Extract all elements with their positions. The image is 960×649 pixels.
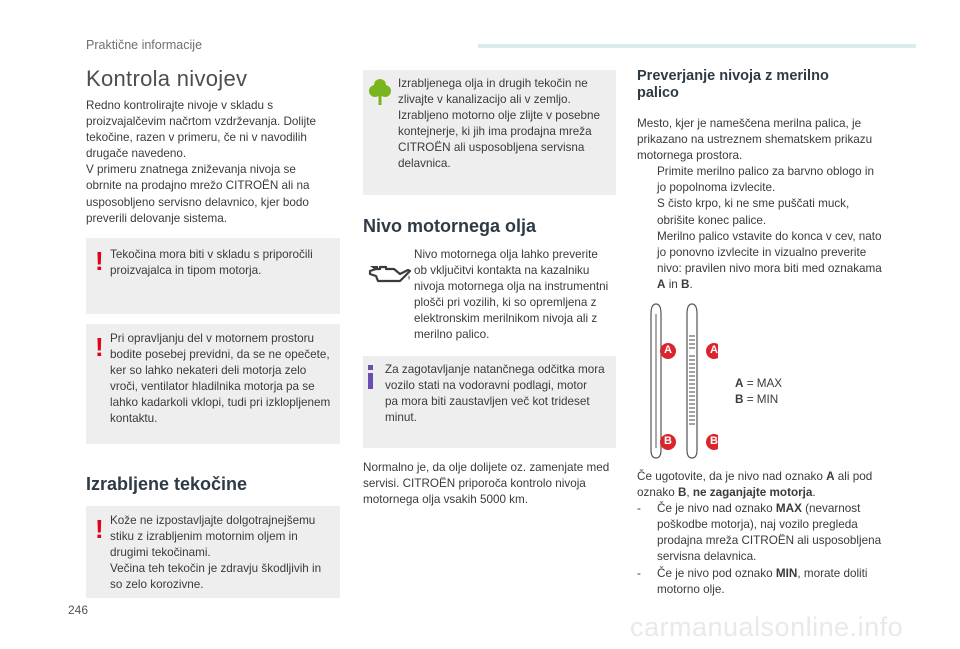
marker-a-right: A: [710, 344, 718, 356]
dipstick-legend: A = MAX B = MIN: [735, 377, 783, 407]
dipstick-instructions: Mesto, kjer je nameščena merilna palica, je prikazano na ustreznem shematskem prikazu motornega prostora. Primite merilno palico za barvno oblogo in jo popolnoma izvlecite. S čisto krpo, ki ne sme puščati muck, obrišite konec palice. Merilno palico vstavite do konca v cev, nato jo ponovno izvlecite in vizualno preverite nivo: pravilen nivo mora biti med oznakama A in B.: [637, 116, 912, 293]
list-item: Merilno palico vstavite do konca v cev, nato jo ponovno izvlecite in vizualno preverite nivo: pravilen nivo mora biti med oznakama A in B.: [657, 229, 882, 291]
level-check-paragraph: Če ugotovite, da je nivo nad oznako A ali pod oznako B, ne zaganjajte motorja. - Če je nivo nad oznako MAX (nevarnost poškodbe motorja), naj vozilo pregleda prodajna mreža CITROËN ali usposobljena servisna delavnica. - Če je nivo pod oznako MIN, morate doliti motorno olje.: [637, 469, 912, 598]
info-note-text: Za zagotavljanje natančnega odčitka mora vozilo stati na vodoravni podlagi, motor pa mora biti zaustavljen več kot trideset minut.: [385, 363, 605, 425]
oil-can-icon: [366, 260, 412, 286]
section-header: Praktične informacije: [86, 38, 203, 52]
warning-icon: !: [95, 332, 104, 362]
page-number: 246: [68, 603, 89, 617]
marker-b-right: B: [710, 435, 718, 447]
eco-note-text: Izrabljenega olja in drugih tekočin ne zlivajte v kanalizacijo ali v zemljo. Izrabljeno motorno olje zlijte v posebne kontejnerje, ki jih ima prodajna mreža CITROËN ali usposobljena servisna delavnica.: [398, 77, 601, 171]
list-item: - Če je nivo nad oznako MAX (nevarnost poškodbe motorja), naj vozilo pregleda prodajna mreža CITROËN ali usposobljena servisna delavnica.: [637, 502, 882, 564]
watermark: carmanualsonline.info: [630, 612, 904, 642]
warning-box-skin: [86, 506, 340, 598]
warning-text: Tekočina mora biti v skladu s priporočili proizvajalca in tipom motorja.: [110, 248, 313, 278]
oil-change-paragraph: Normalno je, da olje dolijete oz. zamenjate med servisi. CITROËN priporoča kontrolo nivoja motornega olja vsakih 5000 km.: [363, 461, 610, 507]
heading-engine-oil: Nivo motornega olja: [363, 216, 537, 236]
info-icon: [368, 365, 374, 389]
tree-icon: [369, 78, 391, 106]
intro-line: usposobljeno servisno delavnico, kjer bodo: [86, 195, 309, 209]
intro-line: Redno kontrolirajte nivoje v skladu s: [86, 99, 274, 112]
warning-icon: !: [95, 514, 104, 544]
intro-line: drugače navedeno.: [86, 147, 187, 161]
warning-text: Pri opravljanju del v motornem prostoru bodite posebej previdni, da se ne opečete, ker so lahko nekateri deli motorja zelo vroči, ventilator hladilnika motorja pa se lahko kadarkoli vklopi, tudi pri izklopljenem kontaktu.: [110, 332, 331, 426]
list-item: - Če je nivo pod oznako MIN, morate doliti motorno olje.: [637, 566, 868, 596]
warning-icon: !: [95, 246, 104, 276]
intro-line: tekočine, razen v primeru, če ni v navodilih: [86, 131, 307, 145]
eco-note-box: [363, 70, 616, 195]
oil-level-text: Nivo motornega olja lahko preverite ob vključitvi kontakta na kazalniku nivoja motornega olja na instrumentni plošči pri vozilih, ki so opremljena z elektronskim merilnikom nivoja ali z merilno palico.: [414, 248, 609, 342]
warning-box-engine: [86, 324, 340, 444]
page-title: Kontrola nivojev: [86, 66, 248, 91]
marker-b-left: B: [664, 435, 672, 447]
info-note-box: [363, 356, 616, 448]
intro-line: proizvajalčevim načrtom vzdrževanja. Dolijte: [86, 115, 316, 129]
intro-line: preverili delovanje sistema.: [86, 211, 227, 225]
list-item: S čisto krpo, ki ne sme puščati muck, obrišite konec palice.: [657, 197, 850, 227]
heading-used-fluids: Izrabljene tekočine: [86, 474, 248, 494]
warning-box-fluids: [86, 238, 340, 314]
intro-paragraph: [86, 98, 348, 227]
intro-line: V primeru znatnega zniževanja nivoja se: [86, 163, 296, 177]
intro-line: obrnite na prodajno mrežo CITROËN ali na: [86, 179, 310, 193]
heading-dipstick: Preverjanje nivoja z merilno palico: [637, 68, 829, 101]
header-rule: [478, 44, 916, 48]
marker-a-left: A: [664, 344, 672, 356]
list-item: Primite merilno palico za barvno oblogo in jo popolnoma izvlecite.: [657, 165, 874, 195]
warning-text: Kože ne izpostavljajte dolgotrajnejšemu stiku z izrabljenim motornim oljem in drugimi tekočinami. Večina teh tekočin je zdravju škodljivih in so zelo korozivne.: [110, 514, 322, 592]
